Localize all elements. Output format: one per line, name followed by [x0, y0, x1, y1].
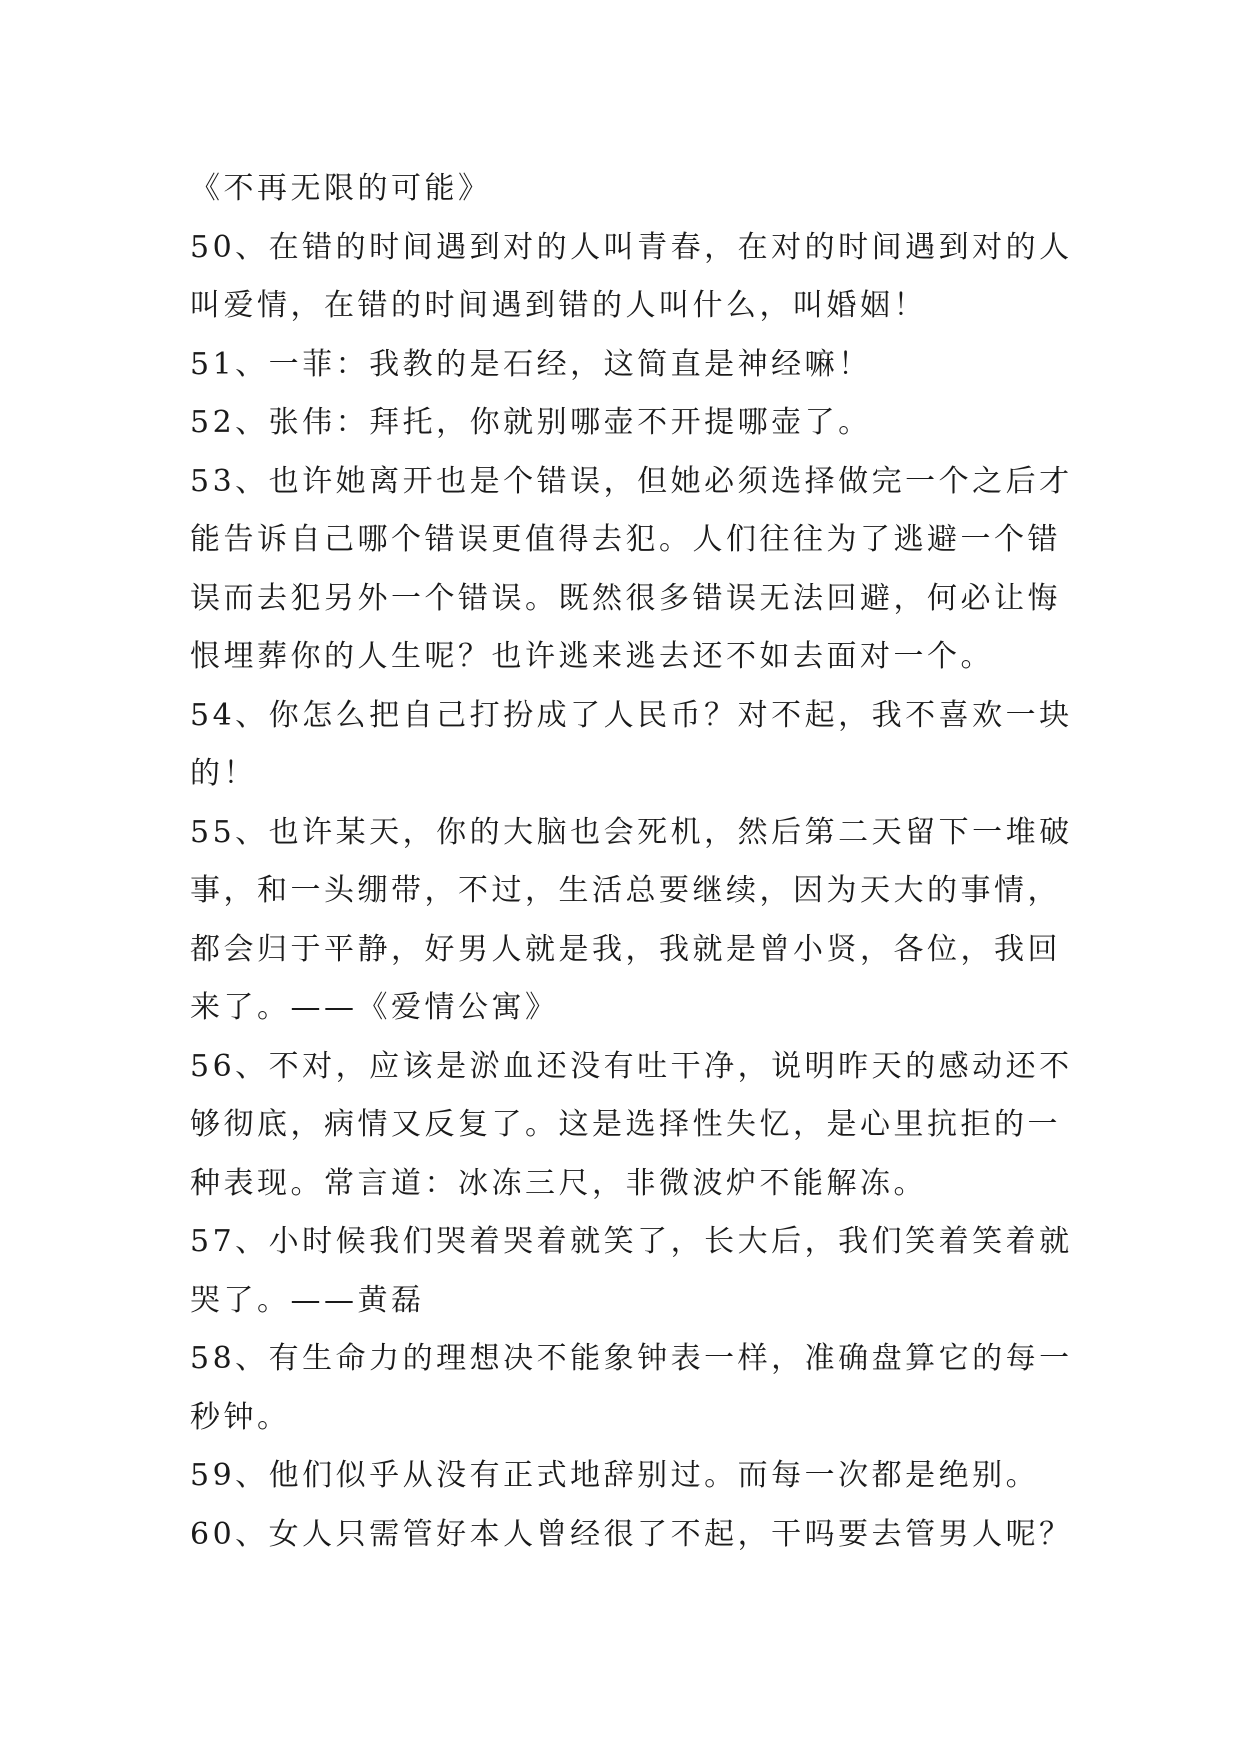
text-line: 叫爱情，在错的时间遇到错的人叫什么，叫婚姻！ — [190, 288, 927, 323]
text-line: 60、女人只需管好本人曾经很了不起，干吗要去管男人呢？ — [190, 1516, 1073, 1552]
text-line: 59、他们似乎从没有正式地辞别过。而每一次都是绝别。 — [190, 1458, 1040, 1493]
text-line: 50、在错的时间遇到对的人叫青春，在对的时间遇到对的人 — [190, 229, 1073, 265]
text-line: 53、也许她离开也是个错误，但她必须选择做完一个之后才 — [190, 463, 1073, 499]
text-line: 都会归于平静，好男人就是我，我就是曾小贤，各位，我回 — [190, 931, 1061, 967]
text-line: 56、不对，应该是淤血还没有吐干净，说明昨天的感动还不 — [190, 1048, 1073, 1084]
text-line: 《不再无限的可能》 — [190, 171, 492, 206]
text-line: 事，和一头绷带，不过，生活总要继续，因为天大的事情， — [190, 873, 1061, 908]
document-body — [190, 160, 1073, 1564]
text-line: 能告诉自己哪个错误更值得去犯。人们往往为了逃避一个错 — [190, 522, 1061, 557]
text-line: 58、有生命力的理想决不能象钟表一样，准确盘算它的每一 — [190, 1341, 1073, 1376]
text-line: 秒钟。 — [190, 1399, 291, 1435]
text-line: 的！ — [190, 756, 257, 791]
text-line: 来了。——《爱情公寓》 — [190, 990, 559, 1025]
text-line: 55、也许某天，你的大脑也会死机，然后第二天留下一堆破 — [190, 814, 1073, 850]
text-line: 误而去犯另外一个错误。既然很多错误无法回避，何必让悔 — [190, 580, 1061, 616]
text-line: 够彻底，病情又反复了。这是选择性失忆，是心里抗拒的一 — [190, 1107, 1061, 1142]
text-line: 哭了。——黄磊 — [190, 1282, 425, 1318]
text-line: 52、张伟：拜托，你就别哪壶不开提哪壶了。 — [190, 405, 872, 440]
text-line: 57、小时候我们哭着哭着就笑了，长大后，我们笑着笑着就 — [190, 1224, 1073, 1259]
text-line: 54、你怎么把自己打扮成了人民币？对不起，我不喜欢一块 — [190, 697, 1073, 733]
text-line: 种表现。常言道：冰冻三尺，非微波炉不能解冻。 — [190, 1165, 927, 1201]
text-line: 恨埋葬你的人生呢？也许逃来逃去还不如去面对一个。 — [190, 639, 994, 674]
text-line: 51、一菲：我教的是石经，这简直是神经嘛！ — [190, 346, 872, 382]
